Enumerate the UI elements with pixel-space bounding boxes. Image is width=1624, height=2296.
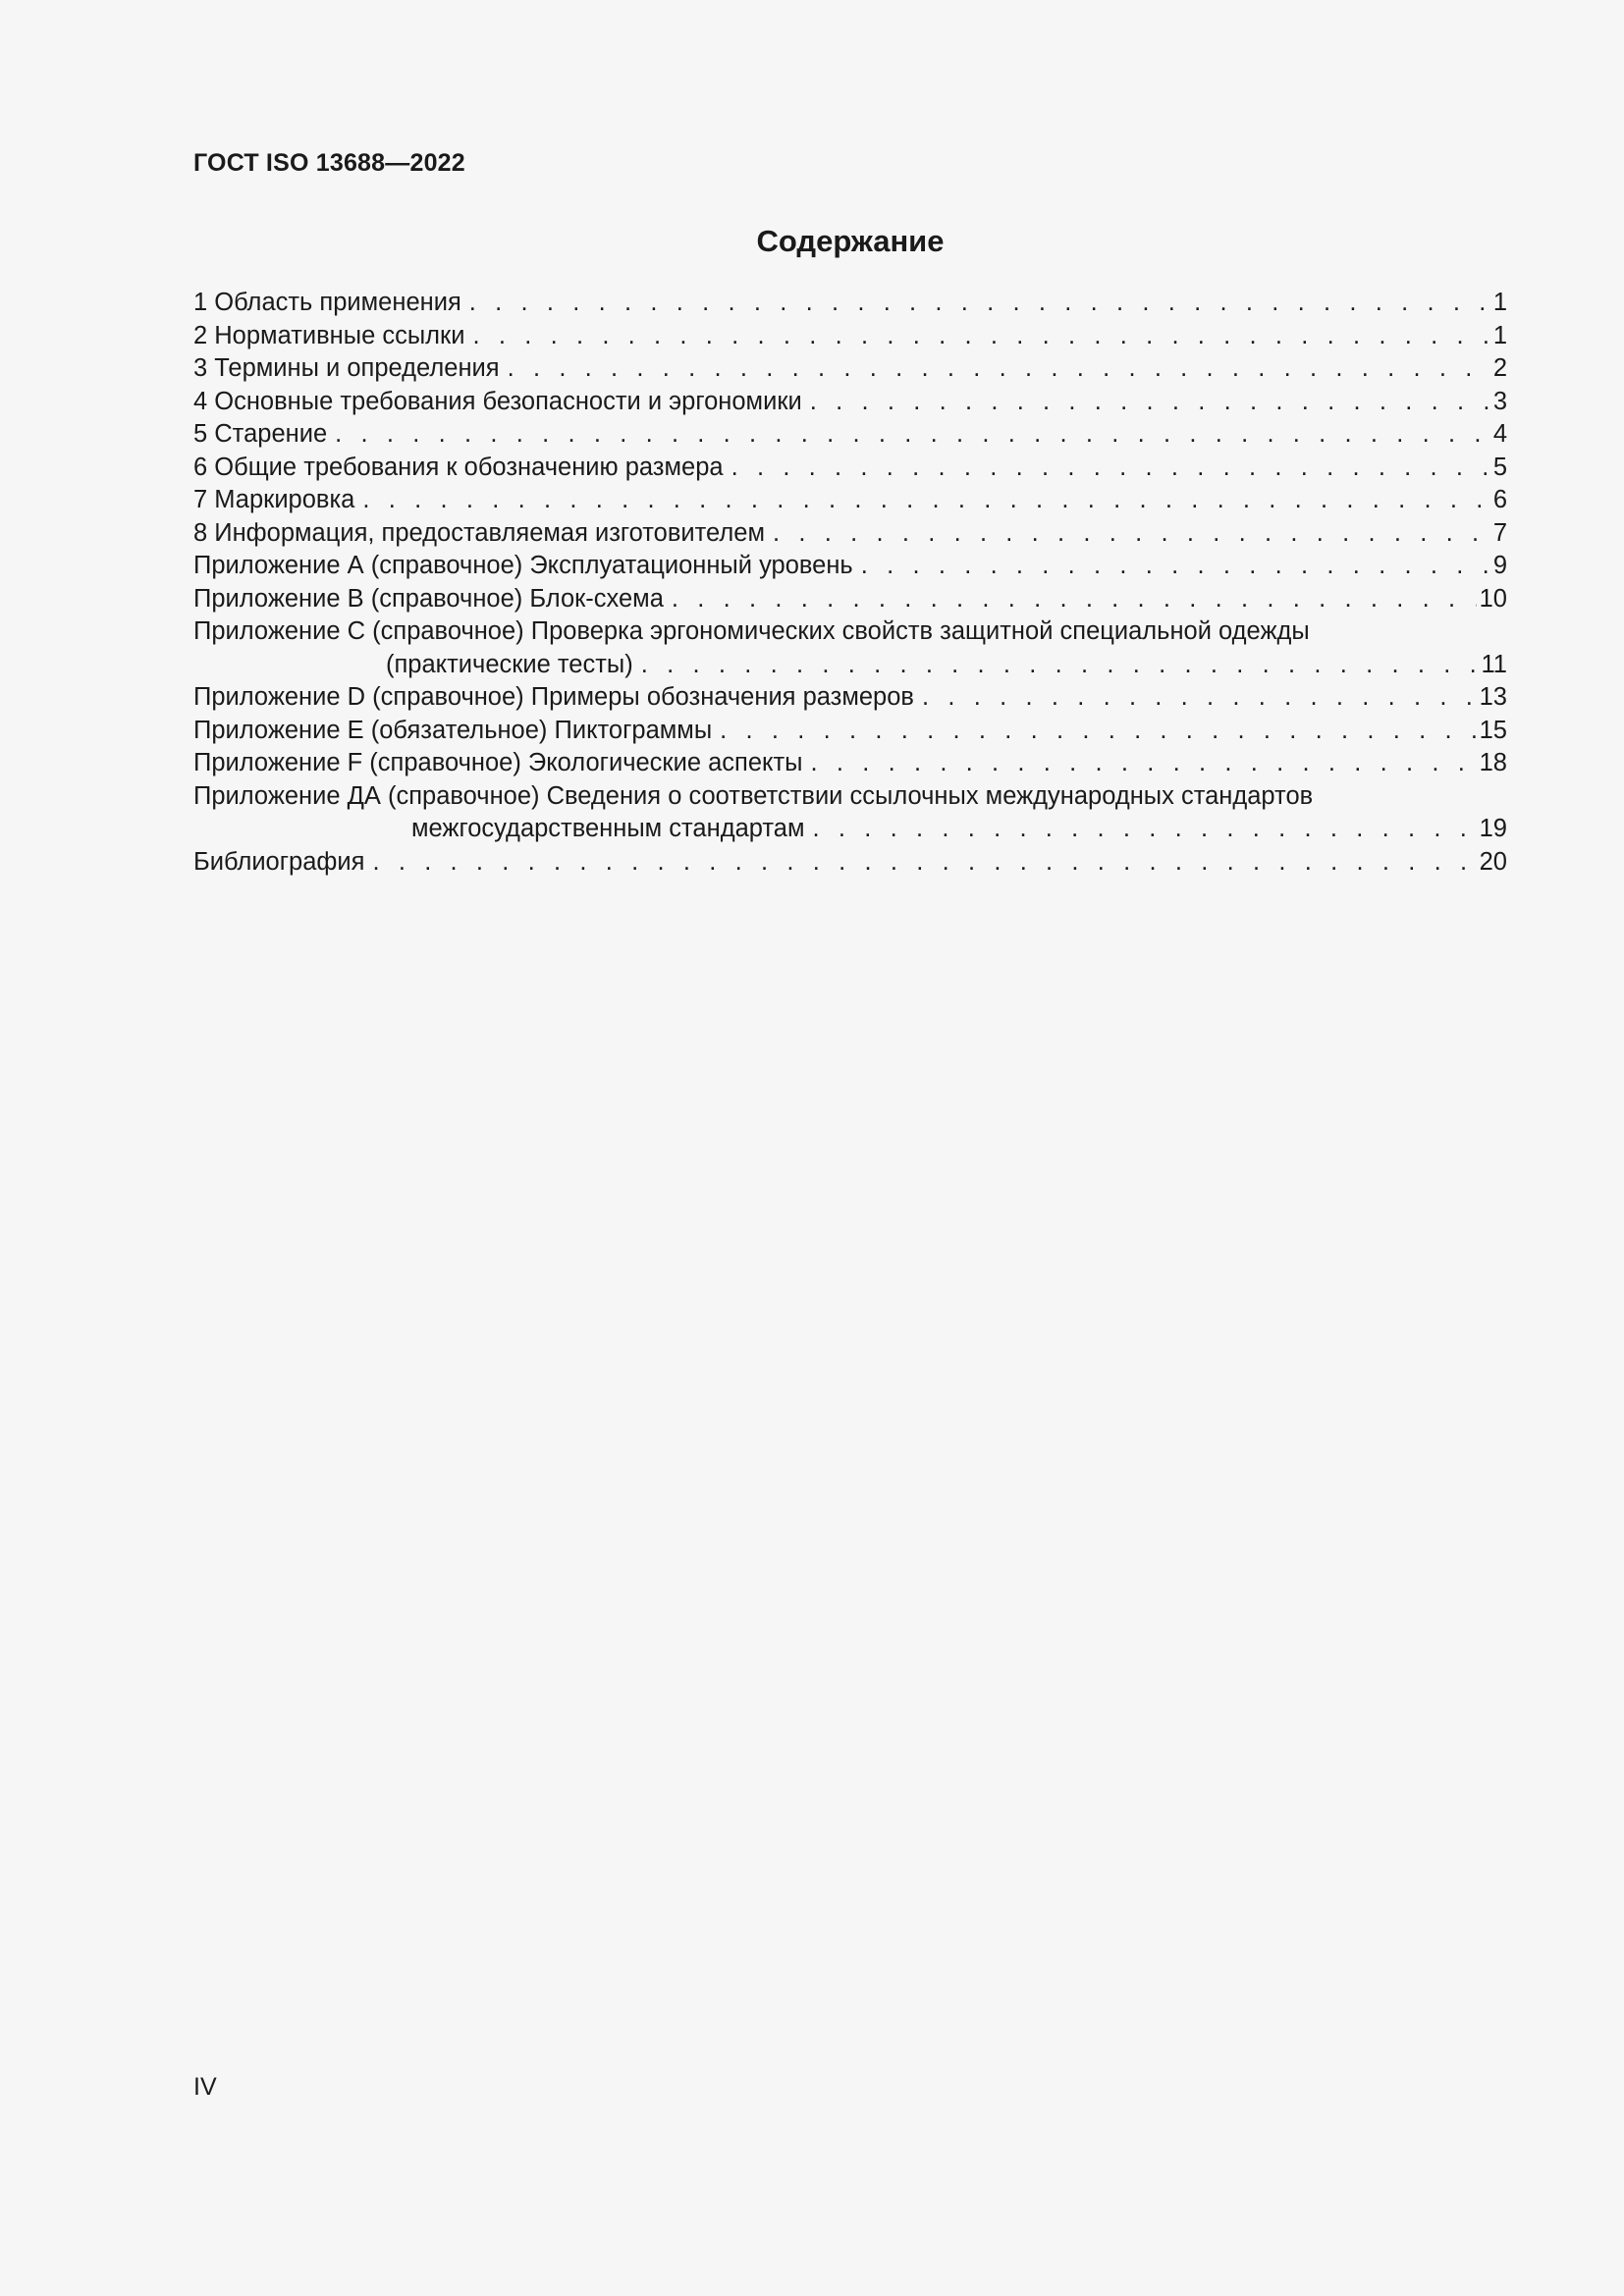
toc-entry-page: 5	[1492, 453, 1507, 481]
dot-leader	[469, 287, 1490, 320]
dot-leader	[861, 550, 1490, 583]
toc-entry-label: Приложение Е (обязательное) Пиктограммы	[193, 716, 713, 744]
toc-entry-label: Приложение D (справочное) Примеры обозначения размеров	[193, 683, 914, 711]
toc-entry[interactable]	[193, 715, 1507, 748]
toc-entry[interactable]	[193, 287, 1507, 320]
dot-leader	[810, 747, 1476, 780]
toc-entry-label: 1 Область применения	[193, 289, 461, 316]
toc-entry-label: 2 Нормативные ссылки	[193, 321, 465, 349]
toc-entry[interactable]	[193, 386, 1507, 419]
toc-entry[interactable]	[193, 418, 1507, 452]
toc-entry-page: 3	[1492, 387, 1507, 415]
toc-entry-page: 11	[1481, 650, 1507, 678]
dot-leader	[362, 484, 1489, 517]
toc-entry-page: 15	[1479, 716, 1507, 744]
toc-entry-label: 8 Информация, предоставляемая изготовителем	[193, 518, 765, 547]
toc-entry-page: 18	[1479, 749, 1507, 776]
toc-entry-label: 4 Основные требования безопасности и эргономики	[193, 387, 802, 415]
toc-entry-label: Приложение С (справочное) Проверка эргономических свойств защитной специальной одежды	[193, 617, 1310, 645]
toc-title: Содержание	[756, 224, 945, 258]
toc-entry-page: 19	[1479, 815, 1507, 842]
toc-entry-page: 9	[1492, 552, 1507, 579]
dot-leader	[810, 386, 1490, 419]
toc-entry-label: 7 Маркировка	[193, 486, 355, 513]
toc-entry-label: Приложение В (справочное) Блок-схема	[193, 584, 664, 613]
toc-entry[interactable]	[193, 517, 1507, 551]
toc-entry-page: 1	[1492, 289, 1507, 316]
dot-leader	[812, 813, 1476, 846]
dot-leader	[773, 517, 1490, 551]
toc-entry[interactable]	[193, 320, 1507, 353]
dot-leader	[672, 583, 1477, 616]
toc-entry-label: Приложение ДА (справочное) Сведения о соответствии ссылочных международных стандартов	[193, 781, 1314, 810]
toc-entry-label: 6 Общие требования к обозначению размера	[193, 453, 724, 481]
toc-entry-label: 3 Термины и определения	[193, 354, 500, 382]
toc-entry[interactable]	[193, 452, 1507, 485]
toc-entry-page: 20	[1479, 847, 1507, 876]
toc-entry-label: Приложение А (справочное) Эксплуатационный уровень	[193, 552, 853, 579]
dot-leader	[335, 418, 1490, 452]
toc-entry-page: 13	[1479, 683, 1507, 711]
table-of-contents	[193, 287, 1507, 879]
toc-entry[interactable]	[193, 583, 1507, 616]
toc-entry[interactable]	[193, 484, 1507, 517]
toc-entry-label: 5 Старение	[193, 420, 328, 448]
dot-leader	[731, 452, 1490, 485]
toc-entry-page: 6	[1492, 486, 1507, 513]
toc-entry-label-continuation: межгосударственным стандартам	[411, 815, 805, 842]
toc-entry-label: Библиография	[193, 847, 365, 876]
toc-entry-page: 4	[1492, 420, 1507, 448]
toc-entry-label-continuation: (практические тесты)	[386, 650, 633, 678]
toc-entry-page: 7	[1492, 518, 1507, 547]
toc-entry-label: Приложение F (справочное) Экологические аспекты	[193, 749, 803, 776]
toc-entry[interactable]	[193, 352, 1507, 386]
toc-entry[interactable]	[193, 615, 1507, 681]
toc-entry[interactable]	[193, 681, 1507, 715]
dot-leader	[508, 352, 1490, 386]
dot-leader	[372, 846, 1476, 880]
toc-entry[interactable]	[193, 747, 1507, 780]
dot-leader	[922, 681, 1477, 715]
toc-entry-page: 10	[1479, 584, 1507, 613]
document-header: ГОСТ ISO 13688—2022	[193, 149, 465, 177]
page-number: IV	[193, 2073, 217, 2101]
dot-leader	[720, 715, 1476, 748]
toc-entry-page: 2	[1492, 354, 1507, 382]
dot-leader	[472, 320, 1489, 353]
toc-entry-page: 1	[1492, 321, 1507, 349]
toc-entry[interactable]	[193, 846, 1507, 880]
toc-entry[interactable]	[193, 780, 1507, 846]
toc-entry[interactable]	[193, 550, 1507, 583]
dot-leader	[641, 649, 1479, 682]
